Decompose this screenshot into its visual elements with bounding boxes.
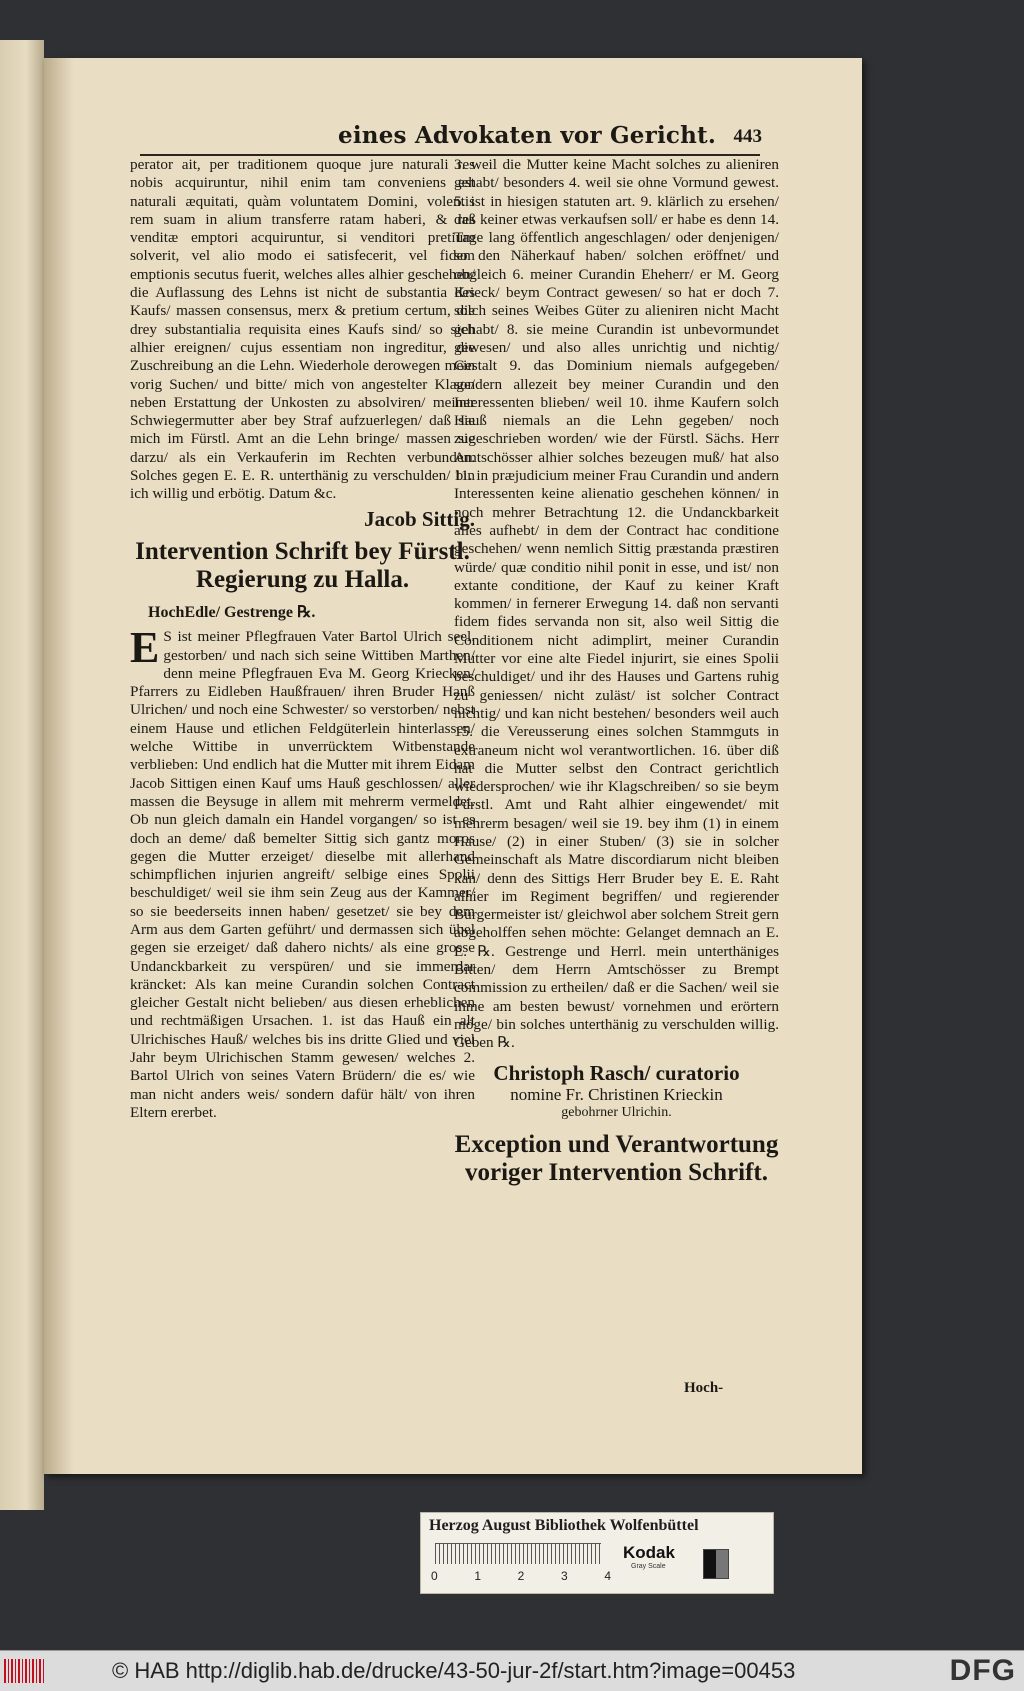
signature-jacob-sittig: Jacob Sittig. xyxy=(364,506,475,531)
library-scale-label xyxy=(420,1512,774,1594)
kodak-brand: Kodak xyxy=(623,1543,675,1562)
left-page-edge xyxy=(0,40,44,1510)
document-page xyxy=(44,58,862,1474)
salutation: HochEdle/ Gestrenge ℞. xyxy=(148,603,316,621)
signature-line-2: nomine Fr. Christinen Krieckin xyxy=(510,1084,723,1104)
ruler-number: 4 xyxy=(604,1569,611,1583)
ruler-numbers xyxy=(431,1569,611,1583)
left-paragraph-2 xyxy=(130,623,475,1122)
drop-cap: E xyxy=(130,623,160,673)
page-header xyxy=(140,120,760,156)
gray-swatch xyxy=(703,1549,729,1579)
section-heading-exception: Exception und Verantwortung voriger Intervention Schrift. xyxy=(454,1130,779,1186)
left-paragraph-1: perator ait, per traditionem quoque jure naturali res nobis acquiruntur, nihil enim tam conveniens est naturali æquitati, quàm voluntatem Domini, volentis rem suam in alium transferre ratam haberi, & res venditæ emptori acquiruntur, si venditori pretium solverit, vel alio modo ei satisfecerit, vel fidem emptionis secutus fuerit, welches alles alhier geschehen/ die Auflassung des Lehns ist nicht de substantia des Kaufs/ massen consensus, merx & pretium certum, die drey substantialia requisita eines Kaufs sind/ so sich alhier ereignen/ cujus essentiam non ingreditur, die Zuschreibung an die Lehn. Wiederhole derowegen mein vorig Suchen/ und bitte/ mich von angestelter Klage/ neben Erstattung der Unkosten zu absolviren/ meiner Schwiegermutter aber bey Straf aufzuerlegen/ daß sie mich im Fürstl. Amt an die Lehn bringe/ massen sie darzu/ als ein Verkauferin im Rechten verbunden. Solches gegen E. E. R. unterthänig zu verschulden/ bin ich willig und erbötig. Datum &c. xyxy=(130,156,475,503)
ruler-number: 1 xyxy=(474,1569,482,1583)
catchword: Hoch- xyxy=(684,1380,724,1396)
signature-line-1: Christoph Rasch/ curatorio xyxy=(493,1060,740,1085)
ruler-number: 2 xyxy=(517,1569,525,1583)
right-column xyxy=(454,156,779,1187)
left-column xyxy=(130,156,475,1122)
gray-scale-caption: Gray Scale xyxy=(631,1563,666,1570)
section-heading-intervention: Intervention Schrift bey Fürstl. Regierung zu Halla. xyxy=(135,537,470,593)
running-title: eines Advokaten vor Gericht. xyxy=(338,122,717,149)
footer-credit-link[interactable]: © HAB http://diglib.hab.de/drucke/43-50-jur-2f/start.htm?image=00453 xyxy=(112,1658,796,1683)
page-number: 443 xyxy=(733,126,762,147)
right-paragraph-1: 3. weil die Mutter keine Macht solches zu alieniren gehabt/ besonders 4. weil sie ohne Vormund gewest. 5. ist in hiesigen statuten art. 9. klärlich zu ersehen/ daß keiner etwas verkaufsen soll/ er habe es denn 14. Tage lang öffentlich angeschlagen/ oder denjenigen/ so den Näherkauf haben/ solchen eröffnet/ und obgleich 6. meiner Curandin Eheherr/ er M. Georg Krieck/ beym Contract gewesen/ so hat er doch 7. solch seines Weibes Güter zu alieniren nicht Macht gehabt/ 8. sie meine Curandin ist unbevormundet gewesen/ und also alles unrichtig und nichtig/ Gestalt 9. das Dominium niemals aufgegeben/ sondern allezeit bey meiner Curandin und den Interessenten blieben/ weil 10. ihme Kaufern solch Hauß niemals an die Lehn gegeben/ noch zugeschrieben worden/ wie der Fürstl. Sächs. Herr Amtschösser alhier solches bezeugen muß/ hat also 11. in præjudicium meiner Frau Curandin und andern Interessenten keine alienatio geschehen können/ in noch mehrer Betrachtung 12. die Undanckbarkeit alles aufhebt/ in dem der Contract hac conditione geschehen/ wenn nemlich Sittig præstanda præstiren würde/ quæ conditio nihil ponit in esse, und ist/ non extante conditione, der Kauf zu keiner Kraft kommen/ in fernerer Erwegung 14. daß non servanti fidem fides servanda non sit, also weil Sittig die Conditionem nicht adimplirt, meiner Curandin Mutter vor eine alte Fiedel injurirt, sie eines Spolii beschuldiget/ und ihr des Hauses und Gartens ruhig zu geniessen/ nicht zuläst/ ist solcher Contract nichtig/ und kan nicht bestehen/ besonders weil auch 15. die Vereusserung eines solchen Stammguts in extraneum nicht wol verantwortlichen. 16. über diß hat die Mutter selbst den Contract gerichtlich wiedersprochen/ wie ihr Klagschreiben/ so sie beym Fürstl. Amt und Raht alhier eingewendet/ mit mehrerm besagen/ weil sie 19. bey ihm (1) in einem Hause/ (2) in einer Stuben/ (3) sie in solcher Gemeinschaft als Matre discordiarum nicht bleiben kan/ denn des Sittigs Herr Bruder bey E. E. Raht alhier im Regiment begriffen/ und regierender Bürgermeister ist/ gleichwol aber solchem Streit gern abgeholffen sehen möchte: Gelanget demnach an E. E. ℞. Gestrenge und Herrl. mein unterthäniges Bitten/ dem Herrn Amtschösser zu Brempt commission zu ertheilen/ daß er die Sachen/ weil sie ihme am besten bewust/ vornehmen und erörtern möge/ bin solches unterthänig zu verschulden willig. Geben ℞. xyxy=(454,156,779,1052)
barcode-icon xyxy=(4,1659,46,1683)
ruler-scale xyxy=(435,1543,601,1564)
ruler-number: 3 xyxy=(560,1569,568,1583)
signature-line-3: gebohrner Ulrichin. xyxy=(561,1104,672,1120)
footer-bar xyxy=(0,1650,1024,1691)
gutter-shadow xyxy=(44,58,74,1474)
left-paragraph-2-text: S ist meiner Pflegfrauen Vater Bartol Ulrich seel. gestorben/ und nach sich seine Wittiben Marthen/ denn meine Pflegfrauen Eva M. Georg Kriecken/ Pfarrers zu Eidleben Haußfrauen/ ihren Bruder Hanß Ulrichen/ und noch eine Schwester/ so verstorben/ nebst einem Hause und etlichen Feldgüterlein hinterlassen/ welche Wittibe in unverrücktem Witbenstande verblieben: Und endlich hat die Mutter mit ihrem Eidam Jacob Sittigen einen Kauf ums Hauß geschlossen/ aller massen die Beysuge in allem mit mehrerm vermeldet. Ob nun gleich damaln ein Handel vorgangen/ so ist es doch an deme/ daß bemelter Sittig sich gantz moros gegen die Mutter erzeiget/ dieselbe mit allerhand schimpflichen injurien angreift/ selbige eines Spolii beschuldiget/ weil sie ihm sein Zeug aus der Kammer/ so sie beederseits innen haben/ gesetzet/ sie bey dem Arm aus dem Garten geführt/ und dermassen sich übel gegen sie erzeiget/ daß dahero nichts/ als eine grosse Undanckbarkeit zu verspüren/ und sie immerdar kräncket: Als kan meine Curandin solchen Contract gleicher Gestalt nicht belieben/ aus diesen erheblichen und rechtmäßigen Ursachen. 1. ist das Hauß ein alt Ulrichisches Hauß/ welches bis ins dritte Glied und viel Jahr beym Ulrichischen Stamm gewesen/ welches 2. Bartol Ulrich von seines Vatern Brüdern/ die es/ wie man nicht anders weis/ sondern dafür hält/ von ihren Eltern ererbet. xyxy=(130,628,475,1121)
dfg-logo: DFG xyxy=(949,1654,1016,1687)
ruler-number: 0 xyxy=(431,1569,438,1583)
library-name: Herzog August Bibliothek Wolfenbüttel xyxy=(429,1517,699,1534)
